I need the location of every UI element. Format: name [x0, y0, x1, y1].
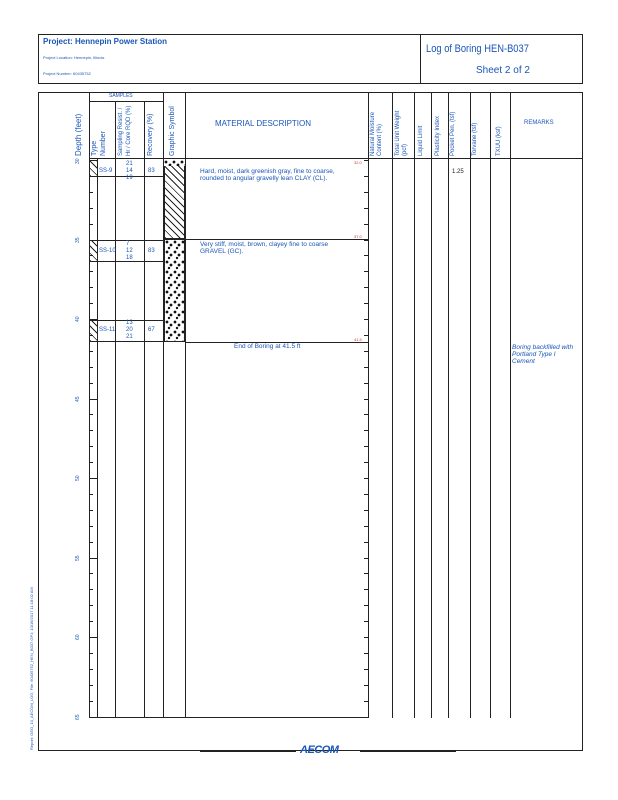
- col-line-material: [368, 92, 369, 718]
- depth-tick: [364, 558, 368, 559]
- pocket-pen-value: 1.25: [452, 169, 464, 175]
- depth-tick: [89, 208, 93, 209]
- col-line-txuu: [510, 92, 511, 718]
- layer-boundary: [186, 239, 368, 240]
- depth-tick: [364, 621, 368, 622]
- torvane-header: Torvane (tsf): [472, 122, 478, 156]
- depth-tick: [89, 478, 97, 479]
- depth-tick: [89, 669, 93, 670]
- pocket-pen-header: Pocket Pen. (tsf): [450, 111, 456, 156]
- layer-elevation: 41.5: [354, 337, 362, 342]
- depth-tick: [364, 367, 368, 368]
- depth-tick: [364, 478, 368, 479]
- depth-tick: [89, 399, 97, 400]
- depth-tick: [89, 287, 93, 288]
- depth-tick: [364, 160, 368, 161]
- sample-recovery: 67: [148, 327, 155, 333]
- depth-tick: [364, 287, 368, 288]
- col-line-graphic: [185, 92, 186, 718]
- depth-tick: [364, 351, 368, 352]
- unit-weight-header: Total Unit Weight (pcf): [395, 110, 408, 156]
- depth-tick: [89, 271, 93, 272]
- depth-tick: [89, 653, 93, 654]
- col-line-pp: [470, 92, 471, 718]
- project-location: Project Location: Hennepin, Illinois: [43, 55, 105, 60]
- layer-elevation: 32.0: [354, 160, 362, 165]
- depth-tick: [364, 510, 368, 511]
- depth-header: Depth (feet): [74, 113, 83, 156]
- depth-tick: [89, 446, 93, 447]
- depth-label: 60: [75, 634, 81, 640]
- depth-tick: [89, 383, 93, 384]
- sample-recovery: 83: [148, 248, 155, 254]
- depth-tick: [364, 208, 368, 209]
- depth-tick: [89, 573, 93, 574]
- log-title: Log of Boring HEN-B037: [426, 43, 529, 55]
- depth-tick: [364, 653, 368, 654]
- depth-label: 40: [75, 316, 81, 322]
- depth-tick: [364, 399, 368, 400]
- gravel-graphic: [164, 239, 185, 342]
- graphic-header: Graphic Symbol: [169, 106, 176, 156]
- depth-tick: [364, 685, 368, 686]
- depth-tick: [89, 192, 93, 193]
- depth-tick: [364, 589, 368, 590]
- end-of-boring: End of Boring at 41.5 ft: [234, 343, 301, 350]
- sheet-number: Sheet 2 of 2: [476, 65, 530, 76]
- depth-tick: [364, 637, 368, 638]
- recovery-header: Recovery (%): [147, 113, 154, 156]
- layer-description: Very stiff, moist, brown, clayey fine to coarse GRAVEL (GC).: [200, 241, 329, 255]
- depth-tick: [364, 605, 368, 606]
- depth-tick: [364, 255, 368, 256]
- samples-header-line: [89, 101, 163, 102]
- depth-tick: [89, 367, 93, 368]
- col-line-unitwt: [414, 92, 415, 718]
- depth-tick: [89, 494, 93, 495]
- depth-label: 35: [75, 237, 81, 243]
- depth-tick: [364, 271, 368, 272]
- depth-tick: [364, 717, 368, 718]
- depth-tick: [364, 240, 368, 241]
- sample-number: SS-10: [99, 248, 116, 254]
- sample-blows: 7 12 18: [126, 241, 133, 261]
- number-header: Number: [100, 131, 107, 156]
- depth-tick: [364, 573, 368, 574]
- sample-hatch: [90, 321, 97, 341]
- col-line-moisture: [392, 92, 393, 718]
- depth-tick: [89, 685, 93, 686]
- report-file-note: Report: GEO_10_AECOM_LOG; File: 60435752_HEN_B037.GPJ; 10/16/2017 11:18:02 AM: [29, 587, 34, 750]
- depth-tick: [89, 303, 93, 304]
- header-divider: [420, 34, 421, 84]
- col-line-depth: [89, 92, 90, 718]
- sample-number: SS-11: [99, 327, 116, 333]
- sample-hatch: [90, 160, 97, 176]
- depth-tick: [364, 414, 368, 415]
- depth-tick: [364, 303, 368, 304]
- clay-graphic: [164, 160, 185, 239]
- col-line-number: [115, 101, 116, 718]
- col-line-ll: [431, 92, 432, 718]
- txuu-header: TXUU (ksf): [496, 126, 502, 156]
- depth-tick: [364, 494, 368, 495]
- col-line-torvane: [490, 92, 491, 718]
- depth-tick: [89, 414, 93, 415]
- depth-tick: [364, 335, 368, 336]
- col-line-pi: [448, 92, 449, 718]
- depth-tick: [364, 462, 368, 463]
- layer-description: Hard, moist, dark greenish gray, fine to coarse, rounded to angular gravelly lean CLAY (CL).: [200, 168, 335, 182]
- log-table: [38, 92, 583, 751]
- sample-blows: 21 14 19: [126, 161, 133, 181]
- depth-tick: [364, 526, 368, 527]
- depth-tick: [89, 621, 93, 622]
- gravel-cap-graphic: [164, 160, 185, 166]
- depth-tick: [364, 430, 368, 431]
- depth-tick: [364, 383, 368, 384]
- depth-tick: [89, 542, 93, 543]
- depth-tick: [364, 669, 368, 670]
- remarks-text: Boring backfilled with Portland Type I Cement: [512, 344, 574, 365]
- bottom-line: [89, 717, 368, 718]
- material-header: MATERIAL DESCRIPTION: [215, 119, 312, 128]
- depth-tick: [89, 526, 93, 527]
- depth-tick: [89, 462, 93, 463]
- col-line-blows: [144, 101, 145, 718]
- depth-tick: [89, 430, 93, 431]
- depth-tick: [89, 701, 93, 702]
- depth-label: 30: [75, 158, 81, 164]
- project-title: Project: Hennepin Power Station: [43, 37, 168, 46]
- sampling-resist-header: Sampling Resist. / Hr / Core RQD (%): [118, 105, 132, 156]
- depth-tick: [364, 319, 368, 320]
- depth-tick: [364, 224, 368, 225]
- depth-tick: [89, 637, 97, 638]
- depth-tick: [89, 224, 93, 225]
- depth-label: 65: [75, 714, 81, 720]
- depth-tick: [364, 192, 368, 193]
- plasticity-header: Plasticity Index: [435, 115, 441, 156]
- depth-tick: [89, 589, 93, 590]
- depth-label: 50: [75, 475, 81, 481]
- depth-tick: [89, 605, 93, 606]
- aecom-logo: AECOM: [300, 744, 339, 756]
- depth-tick: [364, 542, 368, 543]
- depth-tick: [89, 717, 97, 718]
- project-number: Project Number: 60435752: [43, 71, 91, 76]
- remarks-header: REMARKS: [524, 120, 554, 126]
- liquid-limit-header: Liquid Limit: [418, 125, 424, 156]
- layer-elevation: 37.0: [354, 234, 362, 239]
- sample-blows: 13 20 21: [126, 320, 133, 340]
- col-line-type: [97, 159, 98, 718]
- depth-label: 55: [75, 555, 81, 561]
- depth-tick: [364, 701, 368, 702]
- moisture-header: Natural Moisture Content (%): [370, 111, 383, 156]
- samples-header: SAMPLES: [109, 93, 133, 99]
- depth-tick: [89, 558, 97, 559]
- sample-recovery: 83: [148, 168, 155, 174]
- footer-line-left: [200, 751, 296, 752]
- sample-hatch: [90, 241, 97, 261]
- depth-tick: [89, 510, 93, 511]
- type-header: Type: [91, 140, 98, 156]
- sample-divider: [90, 341, 163, 342]
- depth-tick: [89, 351, 93, 352]
- depth-tick: [364, 176, 368, 177]
- depth-tick: [364, 446, 368, 447]
- sample-number: SS-9: [99, 168, 113, 174]
- depth-label: 45: [75, 396, 81, 402]
- footer-line-right: [360, 751, 456, 752]
